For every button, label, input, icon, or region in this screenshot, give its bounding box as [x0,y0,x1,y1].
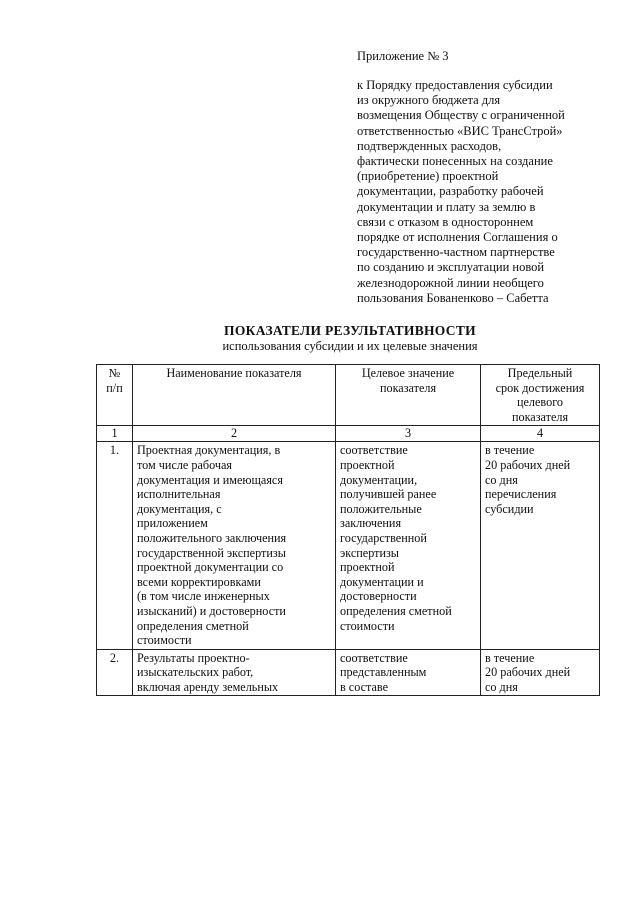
document-subtitle: использования субсидии и их целевые значения [222,339,478,353]
cell-line: определения сметной [137,618,249,633]
annex-line: возмещения Обществу с ограниченной [357,108,565,123]
annex-line: пользования Бованенково – Сабетта [357,290,549,305]
deadline [481,649,600,696]
indicator-name [133,649,336,696]
cell-line: стоимости [137,633,192,648]
cell-line: представленным [340,665,427,680]
cell-line: документация и имеющаяся [137,472,283,487]
table-header-row [97,365,600,426]
deadline [481,442,600,649]
cell-line: том числе рабочая [137,457,233,472]
annex-number: Приложение № 3 [357,49,449,63]
cell-line: в течение [485,650,535,665]
cell-line: 20 рабочих дней [485,665,571,680]
header-cell [133,365,336,426]
cell-line: достоверности [340,589,417,604]
cell-line: Проектная документация, в [137,443,281,458]
document-title: ПОКАЗАТЕЛИ РЕЗУЛЬТАТИВНОСТИ [224,323,476,338]
cell-line: 20 рабочих дней [485,457,571,472]
annex-line: по созданию и эксплуатации новой [357,260,545,275]
cell-line: проектной [340,457,395,472]
annex-line: документации, разработку рабочей [357,184,544,199]
column-number-row [97,426,600,442]
header-text: Предельный [507,366,573,380]
annex-line: из окружного бюджета для [357,93,501,108]
indicator-name [133,442,336,649]
header-text: срок достижения [495,380,585,395]
header-text: показателя [379,380,437,395]
indicators-table [96,364,600,696]
cell-line: государственной [340,530,427,545]
annex-line: порядке от исполнения Соглашения о [357,230,558,245]
header-text: Наименование показателя [166,366,302,380]
cell-line: перечисления [485,487,557,502]
annex-line: фактически понесенных на создание [357,154,553,169]
cell-line: в течение [485,443,535,458]
table-row [97,442,600,649]
cell-line: включая аренду земельных [137,679,279,694]
header-text: Целевое значение [361,366,455,380]
cell-line: субсидии [485,501,534,516]
cell-line: изысканий) и достоверности [137,603,286,618]
header-cell [481,365,600,426]
row-number: 1. [97,442,133,649]
header-text: № [108,366,121,380]
annex-line: связи с отказом в одностороннем [357,214,534,229]
cell-line: заключения [340,516,402,531]
annex-line: ответственностью «ВИС ТрансСтрой» [357,123,563,138]
row-number: 2. [97,649,133,696]
cell-line: Результаты проектно- [137,650,250,665]
target-value [336,649,481,696]
column-number: 2 [133,426,336,442]
cell-line: всеми корректировками [137,574,261,589]
cell-line: государственной экспертизы [137,545,286,560]
cell-line: определения сметной [340,603,452,618]
header-cell [97,365,133,426]
cell-line: (в том числе инженерных [137,589,270,604]
column-number: 3 [336,426,481,442]
cell-line: получившей ранее [340,487,437,502]
annex-line: документации и плату за землю в [357,199,536,214]
cell-line: изыскательских работ, [137,665,254,680]
column-number: 1 [97,426,133,442]
cell-line: соответствие [340,650,408,665]
cell-line: положительные [340,501,422,516]
header-text: показателя [511,409,569,424]
annex-line: подтвержденных расходов, [357,138,502,153]
cell-line: со дня [485,472,518,487]
annex-line: государственно-частном партнерстве [357,245,555,260]
annex-reference [357,78,607,306]
annex-line: (приобретение) проектной [357,169,499,184]
cell-line: экспертизы [340,545,399,560]
cell-line: со дня [485,679,518,694]
annex-line: к Порядку предоставления субсидии [357,78,553,92]
cell-line: проектной [340,560,395,575]
annex-line: железнодорожной линии необщего [357,275,544,290]
cell-line: в составе [340,679,388,694]
cell-line: документации, [340,472,418,487]
table-row [97,649,600,696]
cell-line: стоимости [340,618,395,633]
cell-line: соответствие [340,443,408,458]
header-cell [336,365,481,426]
target-value [336,442,481,649]
column-number: 4 [481,426,600,442]
header-text: целевого [517,395,563,410]
cell-line: исполнительная [137,487,221,502]
header-text: п/п [106,380,123,395]
cell-line: приложением [137,516,208,531]
cell-line: проектной документации со [137,560,284,575]
cell-line: документации и [340,574,424,589]
cell-line: документация, с [137,501,222,516]
cell-line: положительного заключения [137,530,287,545]
